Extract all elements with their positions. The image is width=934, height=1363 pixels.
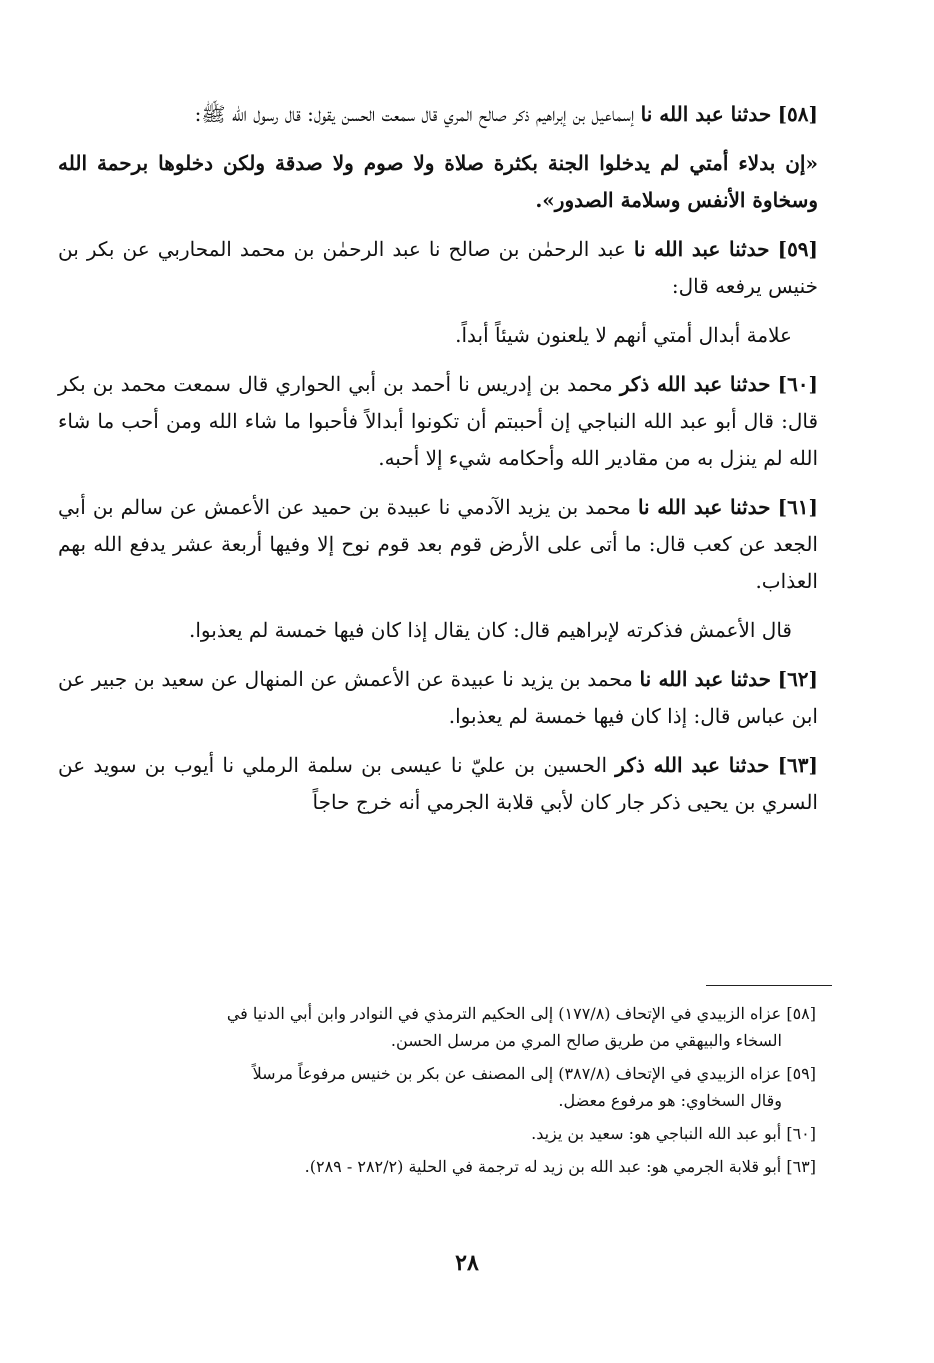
hadith-number: [٦١] (777, 495, 819, 519)
narration-chain-start: حدثنا عبد الله نا (633, 237, 770, 261)
footnote-63 (60, 1153, 816, 1180)
hadith-text: عبد الرحمٰن بن صالح نا عبد الرحمٰن بن محمد المحاربي عن بكر بن خنيس يرفعه قال: (58, 237, 818, 298)
footnote-60 (60, 1120, 816, 1147)
narration-chain-start: حدثنا عبد الله نا (639, 667, 771, 691)
hadith-text: محمد بن يزيد الآدمي نا عبيدة بن حميد عن الأعمش عن سالم بن أبي الجعد عن كعب قال: ما أتى على الأرض قوم بعد قوم نوح إلا وفيها أربعة عشر يدفع الله بهم العذاب. (58, 495, 818, 593)
hadith-58 (58, 96, 818, 133)
hadith-59 (58, 231, 818, 305)
footnote-59 (60, 1060, 816, 1114)
hadith-58-quote: «إن بدلاء أمتي لم يدخلوا الجنة بكثرة صلاة ولا صوم ولا صدقة ولكن دخلوها برحمة الله وسخاوة الأنفس وسلامة الصدور». (58, 151, 818, 212)
footnote-text: عزاه الزبيدي في الإتحاف (١٧٧/٨) إلى الحكيم الترمذي في النوادر وابن أبي الدنيا في (226, 1004, 782, 1023)
footnote-number: [٦٠] (786, 1124, 816, 1143)
hadith-number: [٦٣] (777, 753, 818, 777)
footnote-number: [٥٩] (786, 1064, 816, 1083)
footnote-number: [٦٣] (786, 1157, 816, 1176)
hadith-text: محمد بن إدريس نا أحمد بن أبي الحواري قال سمعت محمد بن بكر قال: قال أبو عبد الله النباجي إن أحببتم أن تكونوا أبدالاً فأحبوا ما شاء الله ومن أحب ما شاء الله لم ينزل به من مقادير الله وأحكامه شيء إلا أحبه. (58, 372, 818, 470)
main-text (58, 96, 818, 833)
hadith-61-addendum: قال الأعمش فذكرته لإبراهيم قال: كان يقال إذا كان فيها خمسة لم يعذبوا. (189, 618, 792, 642)
hadith-number: [٦٢] (777, 667, 819, 691)
hadith-text: إسماعيل بن إبراهيم ذكر صالح المري قال سمعت الحسن يقول: قال رسول الله ﷺ: (194, 102, 635, 126)
footnotes (60, 1000, 816, 1186)
footnote-continuation: السخاء والبيهقي من طريق صالح المري من مرسل الحسن. (390, 1031, 782, 1050)
page-number: ٢٨ (455, 1250, 479, 1276)
hadith-text: الحسين بن عليّ نا عيسى بن سلمة الرملي نا أيوب بن سويد عن السري بن يحيى ذكر جار كان لأبي قلابة الجرمي أنه خرج حاجاً (58, 753, 818, 814)
footnote-text: أبو قلابة الجرمي هو: عبد الله بن زيد له ترجمة في الحلية (٢٨٢/٢ - ٢٨٩). (304, 1157, 782, 1176)
footnote-separator (706, 985, 832, 986)
footnote-text: أبو عبد الله النباجي هو: سعيد بن يزيد. (531, 1124, 782, 1143)
narration-chain-start: حدثنا عبد الله نا (637, 495, 771, 519)
hadith-59-saying: علامة أبدال أمتي أنهم لا يلعنون شيئاً أبداً. (455, 323, 792, 347)
footnote-text: عزاه الزبيدي في الإتحاف (٣٨٧/٨) إلى المصنف عن بكر بن خنيس مرفوعاً مرسلاً (252, 1064, 782, 1083)
hadith-62 (58, 661, 818, 735)
footnote-58 (60, 1000, 816, 1054)
footnote-number: [٥٨] (786, 1004, 816, 1023)
hadith-number: [٥٩] (777, 237, 819, 261)
narration-chain-start: حدثنا عبد الله ذكر (619, 372, 771, 396)
hadith-60 (58, 366, 818, 477)
hadith-number: [٦٠] (777, 372, 819, 396)
hadith-text: محمد بن يزيد نا عبيدة عن الأعمش عن المنهال عن سعيد بن جبير عن ابن عباس قال: إذا كان فيها خمسة لم يعذبوا. (58, 667, 818, 728)
footnote-continuation: وقال السخاوي: هو مرفوع معضل. (558, 1091, 782, 1110)
hadith-63 (58, 747, 818, 821)
hadith-number: [٥٨] (777, 102, 818, 126)
narration-chain-start: حدثنا عبد الله ذكر (615, 753, 770, 777)
hadith-61 (58, 489, 818, 600)
narration-chain-start: حدثنا عبد الله نا (640, 102, 772, 126)
